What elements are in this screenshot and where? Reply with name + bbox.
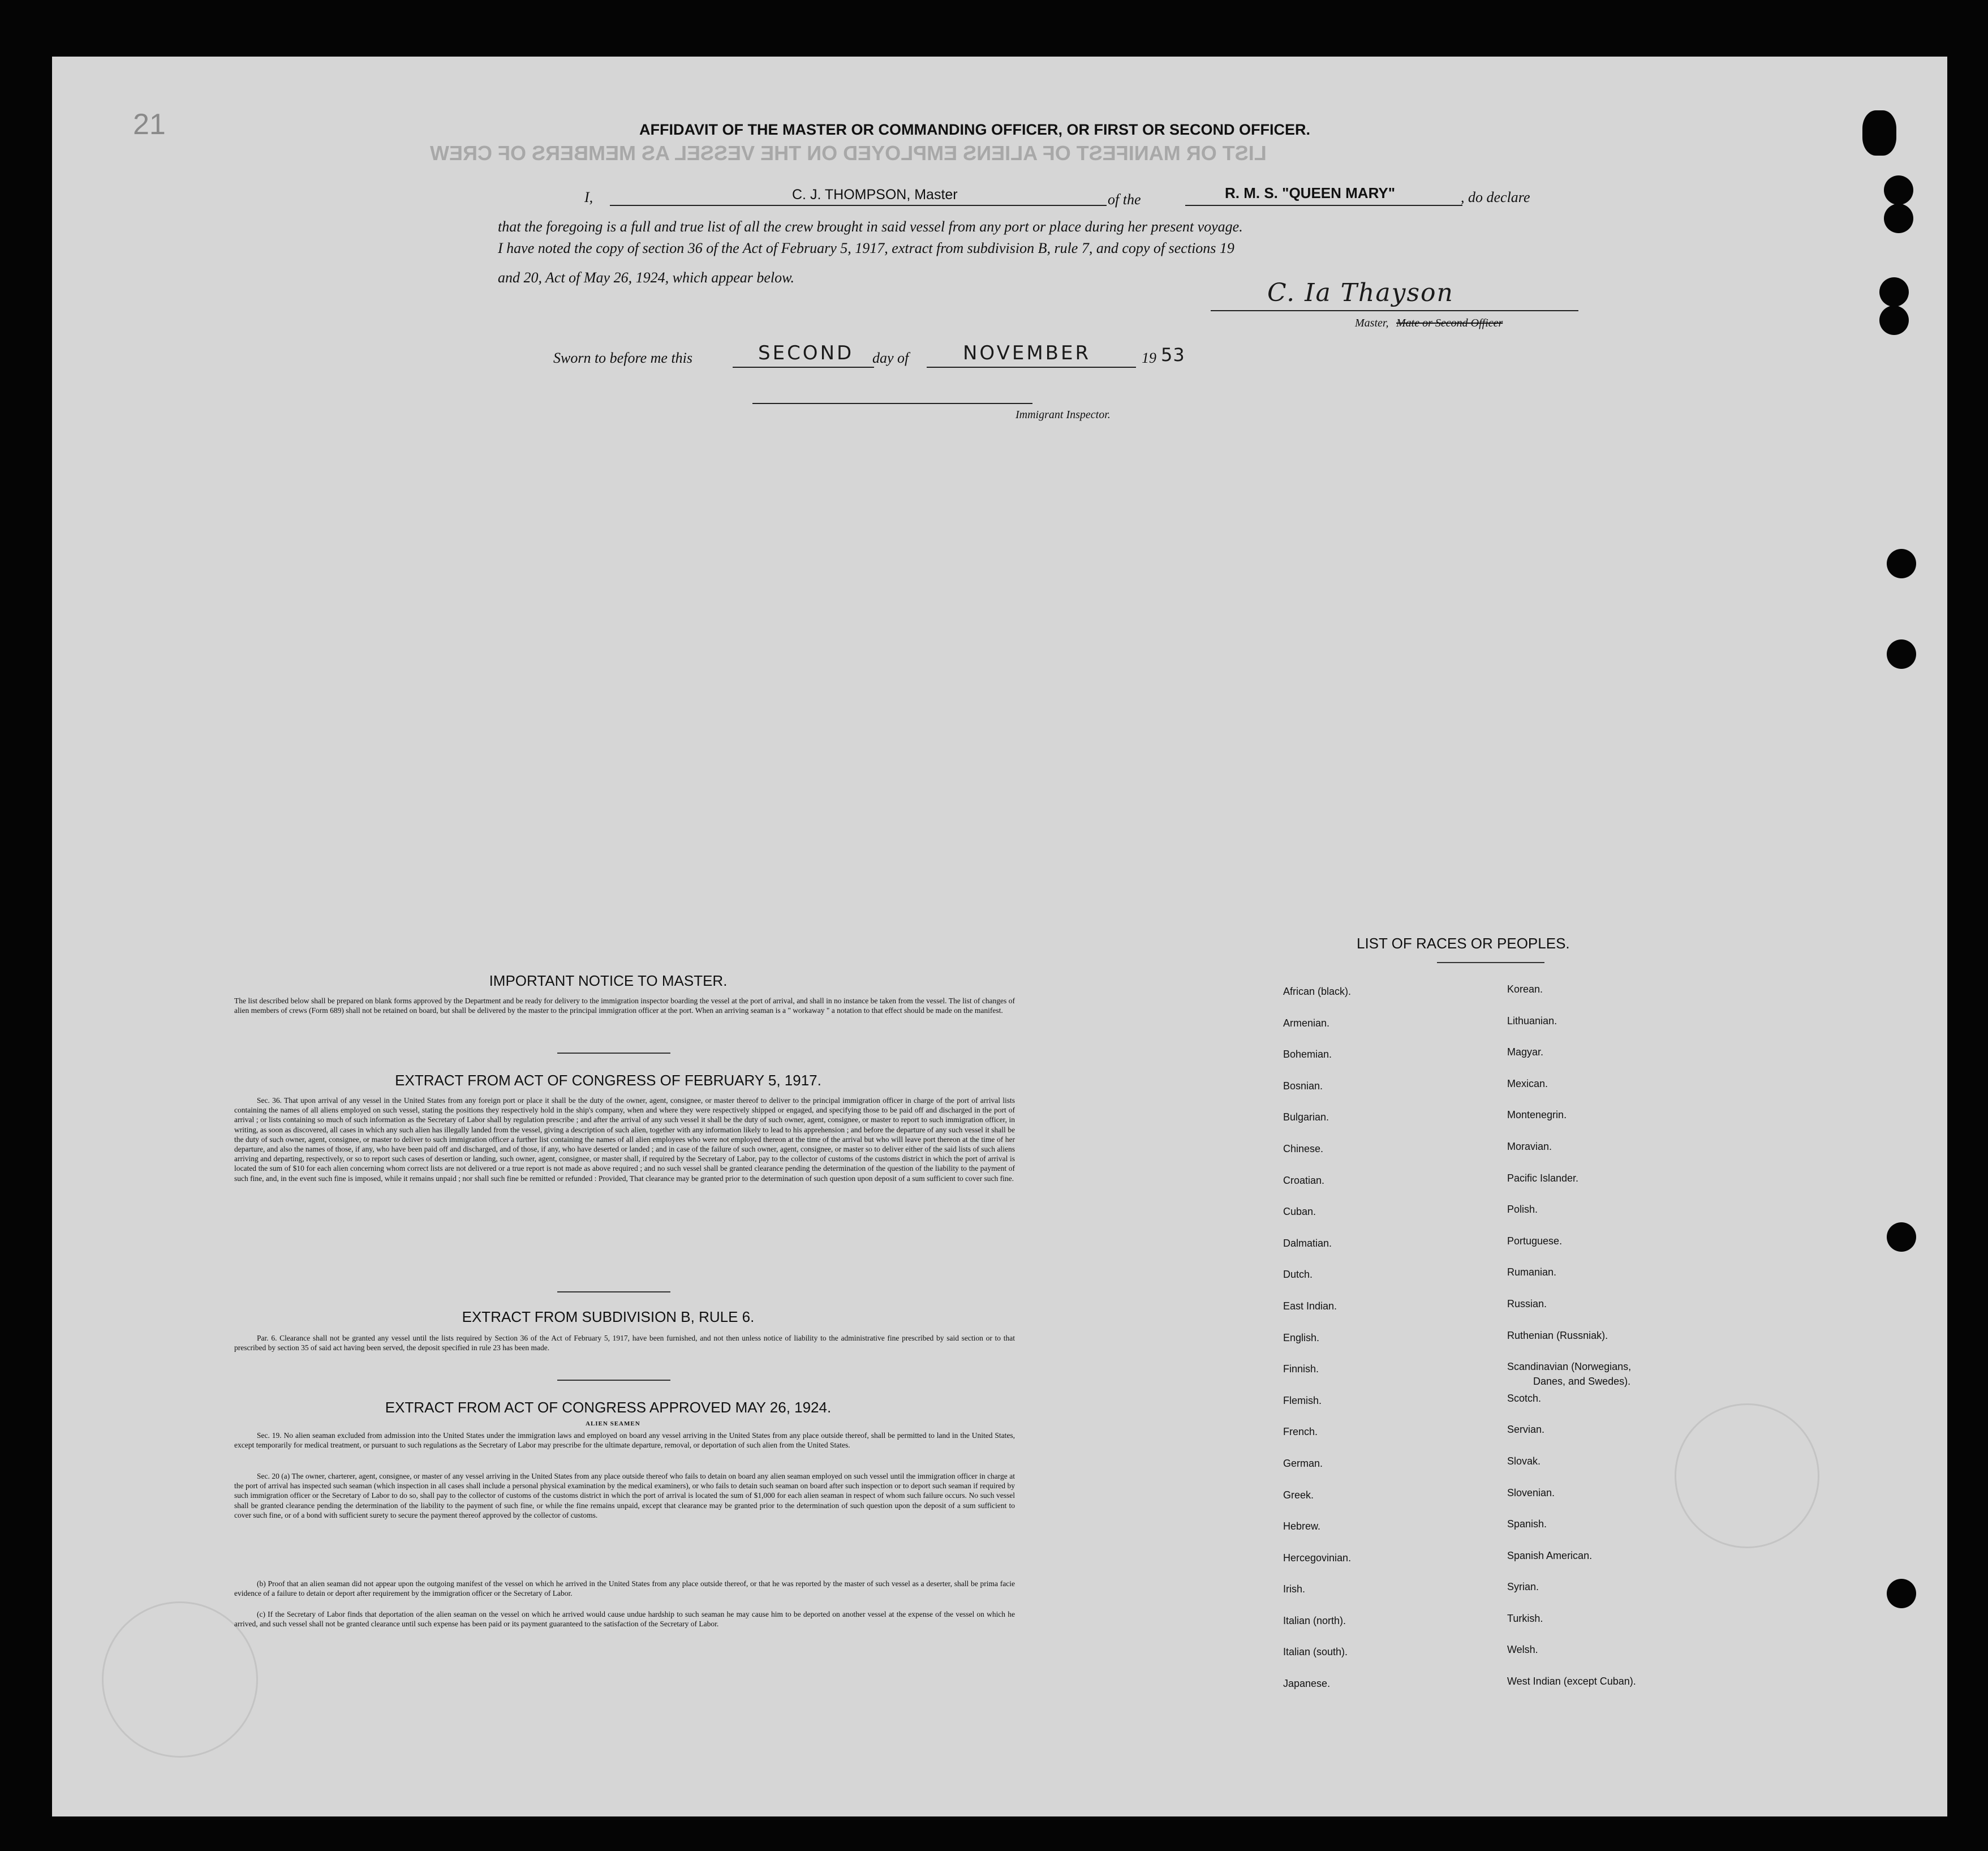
race-item: Spanish American. <box>1507 1549 1593 1561</box>
race-item: French. <box>1283 1426 1318 1438</box>
race-item: German. <box>1283 1457 1323 1469</box>
race-item: Welsh. <box>1507 1644 1538 1656</box>
punch-hole <box>1887 549 1916 578</box>
sworn-day-line <box>733 367 874 368</box>
extract-1917-title: EXTRACT FROM ACT OF CONGRESS OF FEBRUARY 5, 1917. <box>395 1072 821 1089</box>
of-the-text: of the <box>1108 191 1141 208</box>
race-item: Syrian. <box>1507 1581 1539 1593</box>
race-item: Spanish. <box>1507 1518 1547 1530</box>
sworn-text: Sworn to before me this <box>553 350 693 366</box>
races-title: LIST OF RACES OR PEOPLES. <box>1357 935 1570 952</box>
race-item: Scotch. <box>1507 1392 1542 1404</box>
vessel-name-line <box>1185 205 1462 206</box>
punch-hole <box>1887 1222 1916 1252</box>
affidavit-text-3: and 20, Act of May 26, 1924, which appear below. <box>498 269 795 286</box>
punch-hole <box>1862 110 1896 156</box>
signature-line <box>1211 310 1578 311</box>
race-item: Irish. <box>1283 1583 1306 1595</box>
race-item: Mexican. <box>1507 1077 1548 1089</box>
punch-hole <box>1884 175 1913 205</box>
master-label: Master, <box>1355 317 1389 329</box>
race-item: Ruthenian (Russniak). <box>1507 1329 1608 1341</box>
race-item: Moravian. <box>1507 1140 1552 1152</box>
punch-hole <box>1884 204 1913 233</box>
race-item: Armenian. <box>1283 1017 1330 1029</box>
race-item: Italian (north). <box>1283 1614 1346 1626</box>
race-item: Finnish. <box>1283 1363 1319 1375</box>
race-item: Cuban. <box>1283 1206 1316 1218</box>
struck-officer-label: Mate or Second Officer <box>1396 317 1503 329</box>
race-item: Hebrew. <box>1283 1521 1321 1532</box>
race-item: Chinese. <box>1283 1143 1324 1154</box>
race-item: Scandinavian (Norwegians, <box>1507 1361 1632 1373</box>
affidavit-text-1: that the foregoing is a full and true list of all the crew brought in said vessel from any port or place during her present voyage. <box>498 218 1243 235</box>
race-item: Japanese. <box>1283 1678 1331 1690</box>
race-item: Servian. <box>1507 1424 1545 1436</box>
race-item: Greek. <box>1283 1489 1314 1501</box>
race-item: Bosnian. <box>1283 1080 1323 1092</box>
punch-hole <box>1887 639 1916 669</box>
race-item: Lithuanian. <box>1507 1015 1557 1027</box>
manifest-page <box>52 57 1947 1816</box>
affidavit-text-2: I have noted the copy of section 36 of the Act of February 5, 1917, extract from subdivision B, rule 7, and copy of sections 19 <box>498 240 1234 256</box>
race-item: Danes, and Swedes). <box>1533 1376 1631 1388</box>
race-item: Dutch. <box>1283 1269 1313 1281</box>
race-item: Portuguese. <box>1507 1235 1563 1247</box>
punch-hole <box>1879 306 1909 335</box>
race-item: Rumanian. <box>1507 1266 1557 1278</box>
officer-name-line <box>610 205 1107 206</box>
race-item: Bohemian. <box>1283 1049 1332 1060</box>
inspector-line <box>752 403 1032 404</box>
race-item: West Indian (except Cuban). <box>1507 1676 1636 1687</box>
vessel-name: R. M. S. "QUEEN MARY" <box>1225 184 1396 201</box>
sworn-day: SECOND <box>758 342 854 364</box>
race-item: Slovak. <box>1507 1455 1541 1467</box>
sworn-month: NOVEMBER <box>963 342 1091 364</box>
punch-hole <box>1879 277 1909 307</box>
extract-1924-title: EXTRACT FROM ACT OF CONGRESS APPROVED MAY 26, 1924. <box>385 1399 832 1416</box>
year-prefix: 19 <box>1142 350 1156 366</box>
races-left-column <box>1283 986 1351 1710</box>
race-item: Pacific Islander. <box>1507 1172 1579 1184</box>
extract-1924-subtitle: ALIEN SEAMEN <box>586 1420 640 1427</box>
embossed-seal <box>1675 1403 1819 1548</box>
rule6-title: EXTRACT FROM SUBDIVISION B, RULE 6. <box>462 1308 755 1325</box>
divider <box>1437 962 1544 963</box>
sec20b-body: (b) Proof that an alien seaman did not appear upon the outgoing manifest of the vessel on which he arrived in the United States from any place outside thereof, or that he was reported by the master of such vessel as a deserter, shall be prima facie evidence of a failure to detain or deport after requirement by the immigration officer or the Secretary of Labor. <box>234 1579 1015 1598</box>
notice-title: IMPORTANT NOTICE TO MASTER. <box>489 972 728 989</box>
race-item: Dalmatian. <box>1283 1237 1332 1249</box>
bleed-through-heading: LIST OR MANIFEST OF ALIENS EMPLOYED ON THE VESSEL AS MEMBERS OF CREW <box>430 141 1267 165</box>
day-of-text: day of <box>872 350 909 366</box>
race-item: Italian (south). <box>1283 1646 1348 1658</box>
extract-1917-body: Sec. 36. That upon arrival of any vessel in the United States from any foreign port or place it shall be the duty of the owner, agent, consignee, or master thereof to deliver to the principal immigration officer in charge of the port of arrival lists containing the names of all aliens employed on such vessel, stating the positions they respectively hold in the ship's company, when and where they were respectively shipped or engaged, and specifying those to be paid off and discharged in the port of arrival ; or lists containing so much of such information as the Secretary of Labor shall by regulation prescribe ; and after the arrival of any such vessel it shall be the duty of such owner, agent, consignee, or master to report to such immigration officer, in writing, as soon as discovered, all cases in which any such alien has illegally landed from the vessel, giving a description of such alien, together with any information likely to lead to his apprehension ; and before the departure of any such vessel it shall be the duty of such owner, agent, consignee, or master to deliver to such immigration officer a further list containing the names of all alien employees who were not employed thereon at the time of the arrival but who will leave port thereon at the time of her departure, and also the names of those, if any, who have been paid off and discharged, and of those, if any, who have deserted or landed ; and in case of the failure of such owner, agent, consignee, or master so to deliver either of the said lists of such aliens arriving and departing, respectively, or so to report such cases of desertion or landing, such owner, agent, consignee, or master shall, if required by the Secretary of Labor, pay to the collector of customs of the customs district in which the port of arrival is located the sum of $10 for each alien concerning whom correct lists are not delivered or a true report is not made as above required ; and no such vessel shall be granted clearance pending the determination of the question of the liability to the payment of such fine, and, in the event such fine is imposed, while it remains unpaid ; nor shall such fine be remitted or refunded : Provided, That clearance may be granted prior to the determination of such question upon deposit of a sum sufficient to cover such fine. <box>234 1096 1015 1183</box>
race-item: Turkish. <box>1507 1612 1543 1624</box>
race-item: Polish. <box>1507 1204 1538 1216</box>
race-item: English. <box>1283 1332 1320 1343</box>
race-item: Magyar. <box>1507 1046 1544 1058</box>
race-item: Russian. <box>1507 1298 1547 1309</box>
divider <box>557 1291 670 1292</box>
master-signature: C. Ia Thayson <box>1267 278 1454 307</box>
year-suffix: 53 <box>1161 344 1185 366</box>
divider <box>557 1053 670 1054</box>
race-item: Korean. <box>1507 984 1543 995</box>
do-declare-text: , do declare <box>1461 189 1530 205</box>
punch-hole <box>1887 1579 1916 1608</box>
race-item: Montenegrin. <box>1507 1109 1567 1121</box>
sec20c-body: (c) If the Secretary of Labor finds that deportation of the alien seaman on the vessel on which he arrived would cause undue hardship to such seaman he may cause him to be deported on another vessel at the expense of the vessel on which he arrived, and such vessel shall not be granted clearance until such expense has been paid or its payment guaranteed to the satisfaction of the Secretary of Labor. <box>234 1610 1015 1629</box>
prefix-i: I, <box>584 189 593 205</box>
races-right-column <box>1507 984 1636 1707</box>
race-item: Slovenian. <box>1507 1487 1555 1498</box>
sec19-body: Sec. 19. No alien seaman excluded from admission into the United States under the immigration laws and employed on board any vessel arriving in the United States from any place outside thereof, shall be permitted to land in the United States, except temporarily for medical treatment, or pursuant to such regulations as the Secretary of Labor may prescribe for the ultimate departure, removal, or deportation of such alien from the United States. <box>234 1431 1015 1450</box>
inspector-label: Immigrant Inspector. <box>1015 409 1111 421</box>
margin-number: 21 <box>133 108 166 141</box>
race-item: African (black). <box>1283 986 1352 997</box>
race-item: Flemish. <box>1283 1394 1322 1406</box>
divider <box>557 1380 670 1381</box>
sworn-month-line <box>927 367 1136 368</box>
notice-body: The list described below shall be prepared on blank forms approved by the Department and be ready for delivery to the immigration inspector boarding the vessel at the port of arrival, and shall in no instance be taken from the vessel. The list of changes of alien members of crews (Form 689) shall not be retained on board, but shall be delivered by the master to the principal immigration officer at the port. When an arriving seaman is a " workaway " a notation to that effect should be made on the manifest. <box>234 997 1015 1015</box>
race-item: Hercegovinian. <box>1283 1552 1352 1564</box>
sec20a-body: Sec. 20 (a) The owner, charterer, agent, consignee, or master of any vessel arriving in the United States from any place outside thereof who fails to detain on board any alien seaman employed on such vessel until the immigration officer in charge at the port of arrival has inspected such seaman (which inspection in all cases shall include a personal physical examination by the medical examiners), or who fails to detain such seaman on board after such inspection or to deport such seaman if required by such immigration officer or the Secretary of Labor to do so, shall pay to the collector of customs of the customs district in which the port of arrival is located the sum of $1,000 for each alien seaman in respect of whom such failure occurs. No such vessel shall be granted clearance pending the determination of the liability to the payment of such fine, or while the fine remains unpaid, except that clearance may be granted prior to the determination of such question upon the deposit of a sum sufficient to cover such fine, or of a bond with sufficient surety to secure the payment thereof approved by the collector of customs. <box>234 1472 1015 1519</box>
affidavit-title: AFFIDAVIT OF THE MASTER OR COMMANDING OFFICER, OR FIRST OR SECOND OFFICER. <box>639 121 1310 138</box>
rule6-body: Par. 6. Clearance shall not be granted any vessel until the lists required by Section 36 of the Act of February 5, 1917, have been furnished, and not then unless notice of liability to the administrative fine prescribed by said section or to that prescribed by section 35 of said act having been served, the deposit specified in rule 23 has been made. <box>234 1334 1015 1352</box>
race-item: East Indian. <box>1283 1300 1337 1312</box>
race-item: Croatian. <box>1283 1174 1325 1186</box>
race-item: Bulgarian. <box>1283 1111 1329 1123</box>
officer-name: C. J. THOMPSON, Master <box>792 187 958 203</box>
